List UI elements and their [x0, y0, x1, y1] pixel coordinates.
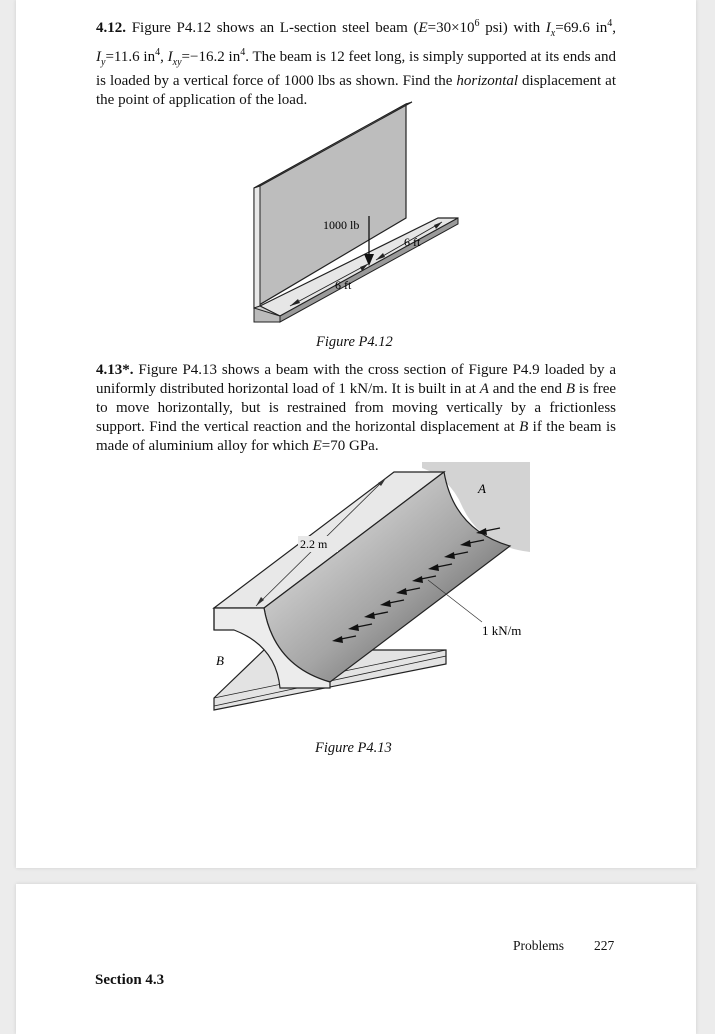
web-front-edge [254, 186, 260, 308]
load-label: 1000 lb [323, 218, 360, 232]
label-a: A [478, 481, 486, 496]
load-label: 1 kN/m [482, 623, 522, 638]
figure-p4-12 [242, 98, 492, 326]
textbook-page [16, 0, 696, 868]
next-page [16, 884, 696, 1034]
length-label: 2.2 m [300, 537, 328, 551]
figure-caption: Figure P4.12 [316, 334, 393, 350]
dim-label-right: 6 ft [404, 235, 421, 249]
figure-caption: Figure P4.13 [315, 740, 392, 756]
running-header: Problems [513, 938, 565, 953]
problem-4-12: 4.12. Figure P4.12 shows an L-section steel beam ($E=30\times 10^6$ psi) with $I_x=69.6$ $in^4$, $I_y=11.6$ $in^4$, $I_{xy}=-16.2$ $in^4$. The beam is 12 feet long, is simply supported at its ends and is loaded by a vertical force of 1000 lbs as shown. Find the horizontal displacement at the point of application of the load. [96, 18, 617, 108]
problem-4-13: 4.13*. Figure P4.13 shows a beam with the cross section of Figure P4.9 loaded by a uniformly distributed horizontal load of 1 kN/m. It is built in at A and the end B is free to move horizontally, but is restrained from moving vertically by a frictionless support. Find the vertical reaction and the horizontal displacement at B if the beam is made of aluminium alloy for which E=70 GPa. [96, 362, 617, 454]
section-heading: Section 4.3 [95, 972, 165, 988]
dim-label-left: 6 ft [335, 278, 352, 292]
page-number: 227 [594, 938, 615, 953]
figure-p4-13 [192, 460, 542, 722]
label-b: B [216, 653, 224, 668]
